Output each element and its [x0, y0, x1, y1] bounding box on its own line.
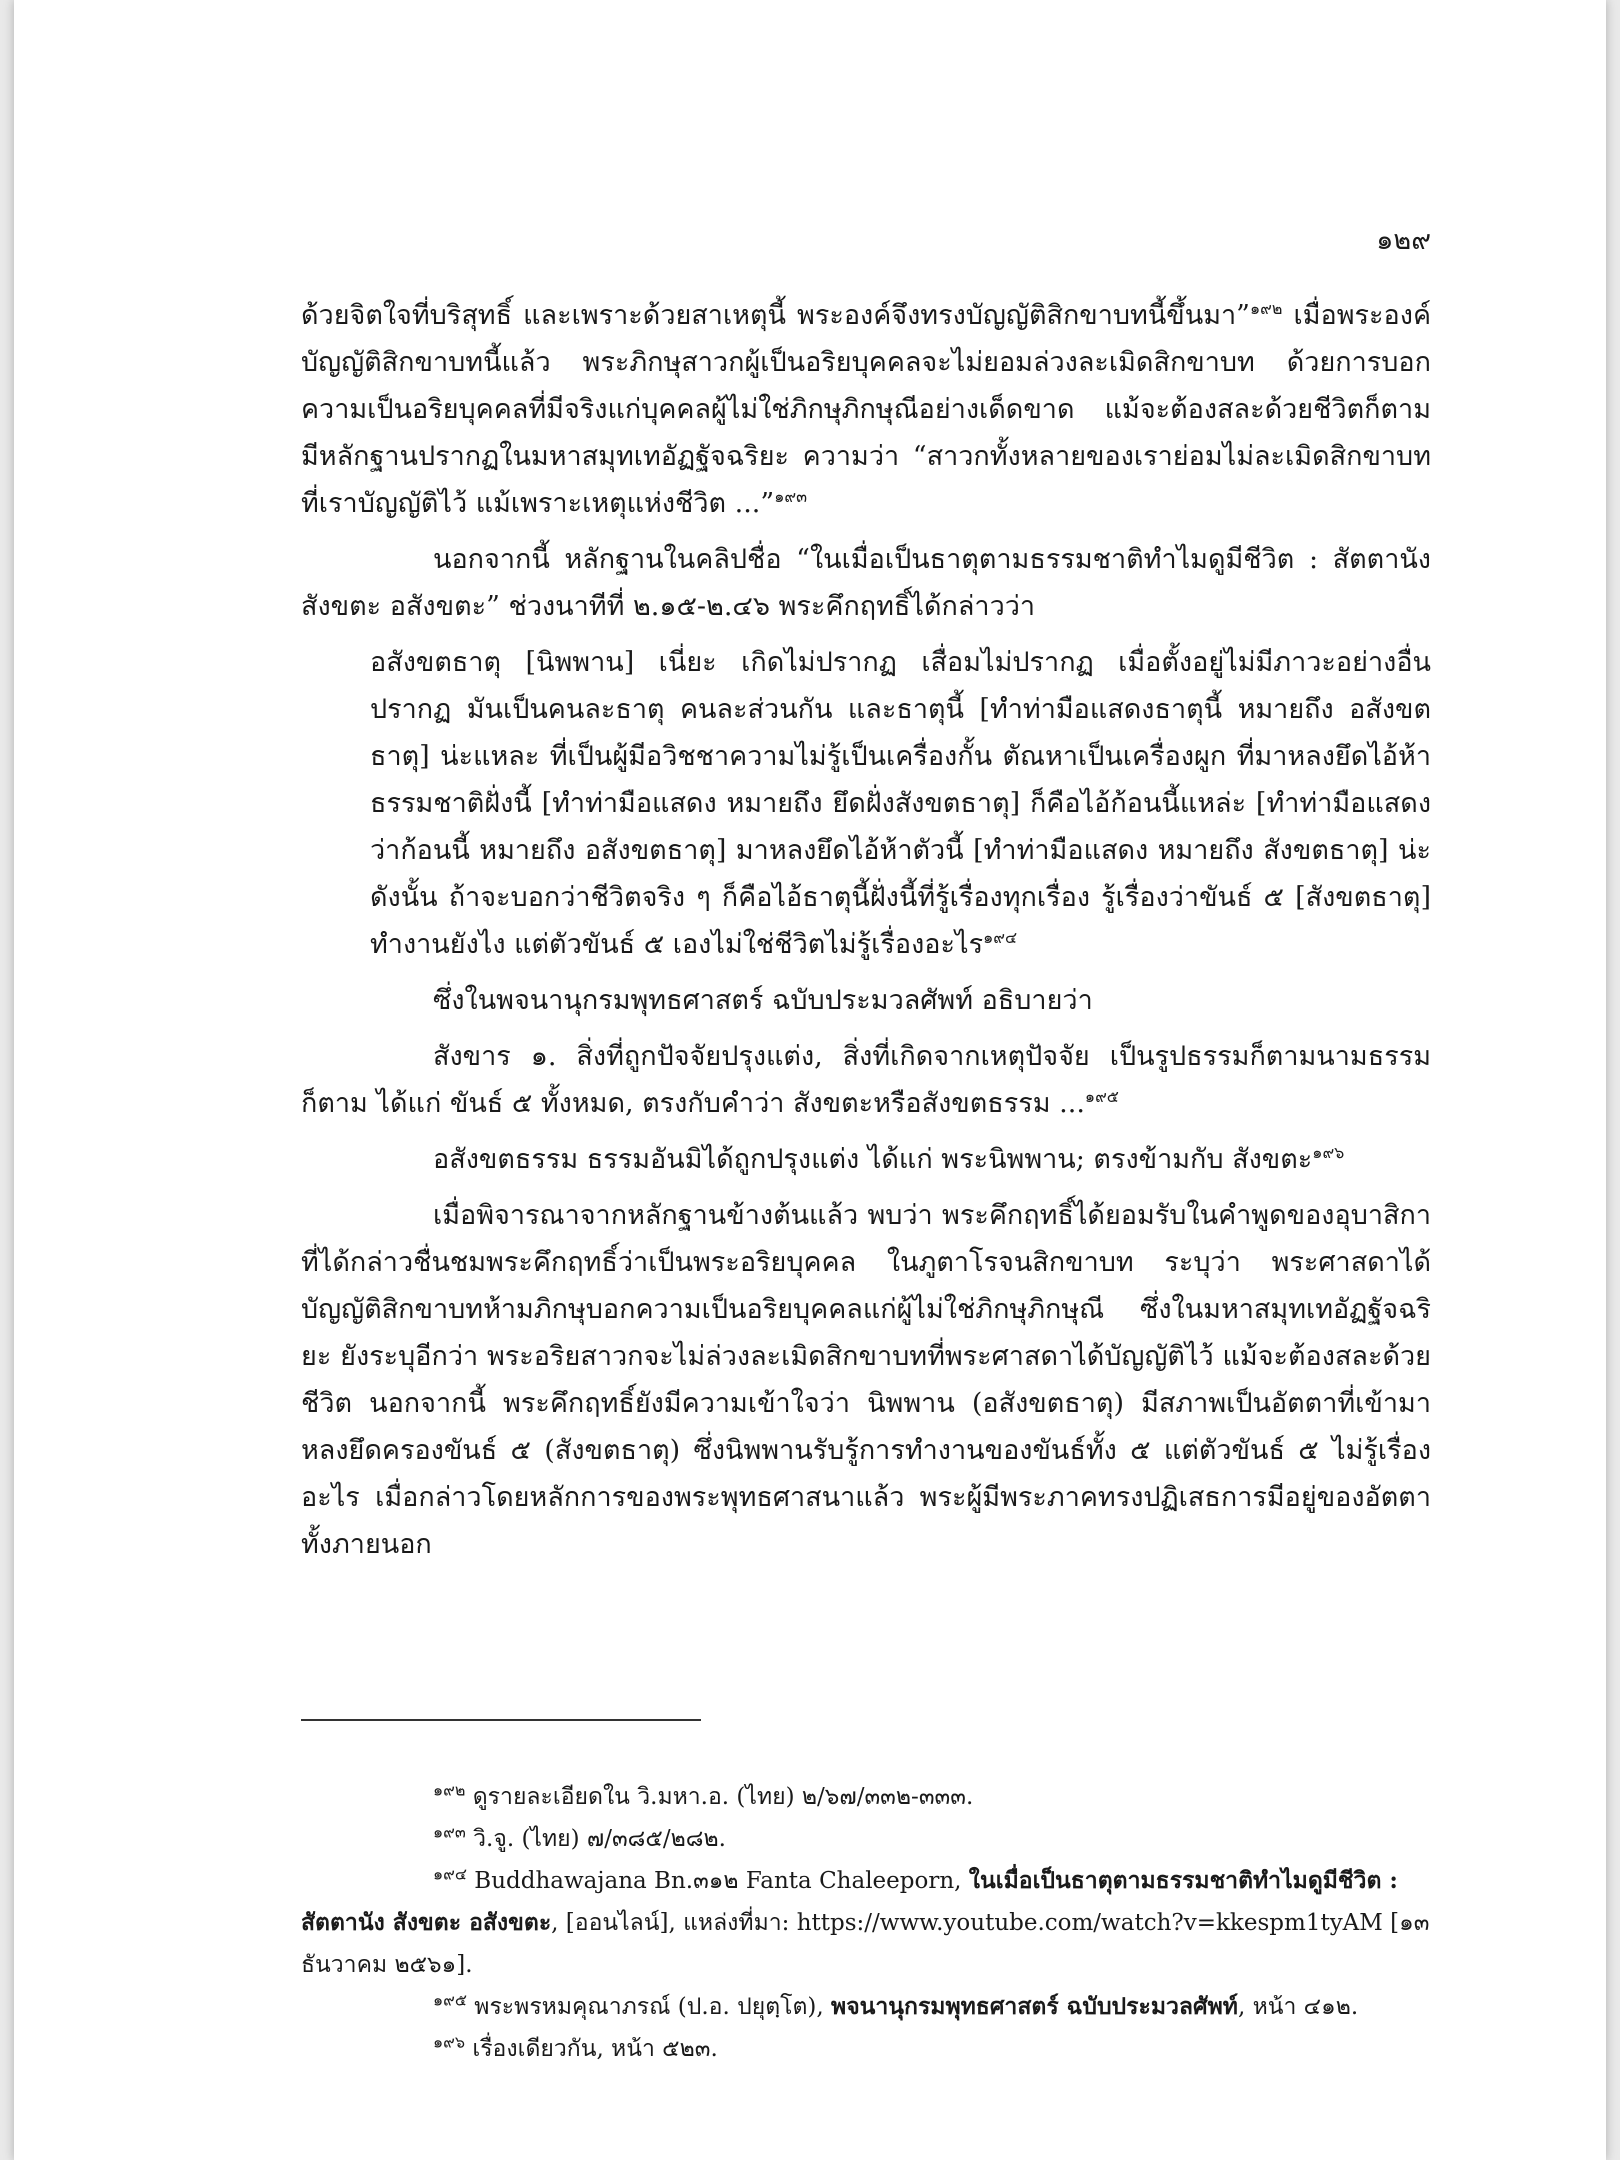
footnote-text: ดูรายละเอียดใน วิ.มหา.อ. (ไทย) ๒/๖๗/๓๓๒-๓๓๓.: [465, 1784, 974, 1810]
page-number: ๑๒๙: [1376, 225, 1431, 256]
footnote-194: [301, 1860, 1431, 1986]
paragraph-5: [301, 1136, 1431, 1183]
body-text: [301, 292, 1431, 1577]
block-quote: [301, 639, 1431, 968]
footnote-ref-193[interactable]: ๑๙๓: [774, 487, 807, 506]
footnote-text: วิ.จู. (ไทย) ๗/๓๘๕/๒๘๒.: [465, 1826, 726, 1852]
footnote-ref-192[interactable]: ๑๙๒: [1250, 299, 1283, 318]
paragraph-1-text-b: เมื่อพระองค์บัญญัติสิกขาบทนี้แล้ว พระภิกษุสาวกผู้เป็นอริยบุคคลจะไม่ยอมล่วงละเมิดสิกขาบท ด้วยการบอกความเป็นอริยบุคคลที่มีจริงแก่บุคคลผู้ไม่ใช่ภิกษุภิกษุณีอย่างเด็ดขาด แม้จะต้องสละด้วยชีวิตก็ตาม มีหลักฐานปรากฏในมหาสมุทเทอัฏฐัจฉริยะ ความว่า “สาวกทั้งหลายของเราย่อมไม่ละเมิดสิกขาบทที่เราบัญญัติไว้ แม้เพราะเหตุแห่งชีวิต ...”: [301, 300, 1432, 519]
footnote-title: พจนานุกรมพุทธศาสตร์ ฉบับประมวลศัพท์: [831, 1993, 1238, 2020]
footnote-192: [301, 1776, 1431, 1818]
paragraph-1-text-a: ด้วยจิตใจที่บริสุทธิ์ และเพราะด้วยสาเหตุนี้ พระองค์จึงทรงบัญญัติสิกขาบทนี้ขึ้นมา”: [301, 300, 1250, 331]
footnote-title: ในเมื่อเป็นธาตุตามธรรมชาติทำไมดูมีชีวิต : สัตตานัง สังขตะ อสังขตะ: [301, 1867, 1398, 1936]
paragraph-2: นอกจากนี้ หลักฐานในคลิปชื่อ “ในเมื่อเป็นธาตุตามธรรมชาติทำไมดูมีชีวิต : สัตตานัง สังขตะ อสังขตะ” ช่วงนาทีที่ ๒.๑๕-๒.๔๖ พระคึกฤทธิ์ได้กล่าวว่า: [301, 544, 1431, 622]
footnote-number: ๑๙๔: [433, 1864, 467, 1884]
footnotes: [301, 1776, 1431, 2070]
paragraph-6: เมื่อพิจารณาจากหลักฐานข้างต้นแล้ว พบว่า พระคึกฤทธิ์ได้ยอมรับในคำพูดของอุบาสิกาที่ได้กล่าวชื่นชมพระคึกฤทธิ์ว่าเป็นพระอริยบุคคล ในภูตาโรจนสิกขาบท ระบุว่า พระศาสดาได้บัญญัติสิกขาบทห้ามภิกษุบอกความเป็นอริยบุคคลแก่ผู้ไม่ใช่ภิกษุภิกษุณี ซึ่งในมหาสมุทเทอัฏฐัจฉริยะ ยังระบุอีกว่า พระอริยสาวกจะไม่ล่วงละเมิดสิกขาบทที่พระศาสดาได้บัญญัติไว้ แม้จะต้องสละด้วยชีวิต นอกจากนี้ พระคึกฤทธิ์ยังมีความเข้าใจว่า นิพพาน (อสังขตธาตุ) มีสภาพเป็นอัตตาที่เข้ามาหลงยึดครองขันธ์ ๕ (สังขตธาตุ) ซึ่งนิพพานรับรู้การทำงานของขันธ์ทั้ง ๕ แต่ตัวขันธ์ ๕ ไม่รู้เรื่องอะไร เมื่อกล่าวโดยหลักการของพระพุทธศาสนาแล้ว พระผู้มีพระภาคทรงปฏิเสธการมีอยู่ของอัตตาทั้งภายนอก: [301, 1200, 1431, 1560]
footnote-number: ๑๙๒: [433, 1780, 466, 1800]
footnote-196: [301, 2028, 1431, 2070]
footnote-ref-194[interactable]: ๑๙๔: [983, 928, 1018, 947]
footnote-number: ๑๙๖: [433, 2032, 466, 2052]
paragraph-3: ซึ่งในพจนานุกรมพุทธศาสตร์ ฉบับประมวลศัพท์ อธิบายว่า: [433, 985, 1093, 1016]
paragraph-5-text: อสังขตธรรม ธรรมอันมิได้ถูกปรุงแต่ง ได้แก่ พระนิพพาน; ตรงข้ามกับ สังขตะ: [433, 1144, 1313, 1175]
block-quote-text: อสังขตธาตุ [นิพพาน] เนี่ยะ เกิดไม่ปรากฏ เสื่อมไม่ปรากฏ เมื่อตั้งอยู่ไม่มีภาวะอย่างอื่นปรากฏ มันเป็นคนละธาตุ คนละส่วนกัน และธาตุนี้ [ทำท่ามือแสดงธาตุนี้ หมายถึง อสังขตธาตุ] น่ะแหละ ที่เป็นผู้มีอวิชชาความไม่รู้เป็นเครื่องกั้น ตัณหาเป็นเครื่องผูก ที่มาหลงยึดไอ้ห้าธรรมชาติฝั่งนี้ [ทำท่ามือแสดง หมายถึง ยึดฝั่งสังขตธาตุ] ก็คือไอ้ก้อนนี้แหล่ะ [ทำท่ามือแสดงว่าก้อนนี้ หมายถึง อสังขตธาตุ] มาหลงยึดไอ้ห้าตัวนี้ [ทำท่ามือแสดง หมายถึง สังขตธาตุ] น่ะดังนั้น ถ้าจะบอกว่าชีวิตจริง ๆ ก็คือไอ้ธาตุนี้ฝั่งนี้ที่รู้เรื่องทุกเรื่อง รู้เรื่องว่าขันธ์ ๕ [สังขตธาตุ] ทำงานยังไง แต่ตัวขันธ์ ๕ เองไม่ใช่ชีวิตไม่รู้เรื่องอะไร: [370, 647, 1431, 960]
paragraph-4: [301, 1033, 1431, 1127]
footnote-divider: [301, 1719, 701, 1721]
footnote-193: [301, 1818, 1431, 1860]
footnote-text: พระพรหมคุณาภรณ์ (ป.อ. ปยุตฺโต),: [466, 1994, 832, 2020]
footnote-text: เรื่องเดียวกัน, หน้า ๕๒๓.: [465, 2036, 718, 2062]
footnote-page: , หน้า ๔๑๒.: [1237, 1994, 1359, 2020]
footnote-source[interactable]: , [ออนไลน์], แหล่งที่มา: https://www.youtube.com/watch?v=kkespm1tyAM [๑๓ ธันวาคม ๒๕๖๑].: [301, 1910, 1430, 1978]
footnote-195: [301, 1986, 1431, 2028]
paragraph-1: [301, 292, 1431, 527]
document-page: [14, 0, 1606, 2160]
footnote-ref-196[interactable]: ๑๙๖: [1312, 1143, 1345, 1162]
paragraph-4-text: สังขาร ๑. สิ่งที่ถูกปัจจัยปรุงแต่ง, สิ่งที่เกิดจากเหตุปัจจัย เป็นรูปธรรมก็ตามนามธรรมก็ตาม ได้แก่ ขันธ์ ๕ ทั้งหมด, ตรงกับคำว่า สังขตะหรือสังขตธรรม ...: [301, 1041, 1431, 1119]
footnote-number: ๑๙๓: [433, 1822, 466, 1842]
footnote-ref-195[interactable]: ๑๙๕: [1084, 1087, 1119, 1106]
footnote-number: ๑๙๕: [433, 1990, 467, 2010]
footnote-text: Buddhawajana Bn.๓๑๒ Fanta Chaleeporn,: [466, 1868, 969, 1894]
